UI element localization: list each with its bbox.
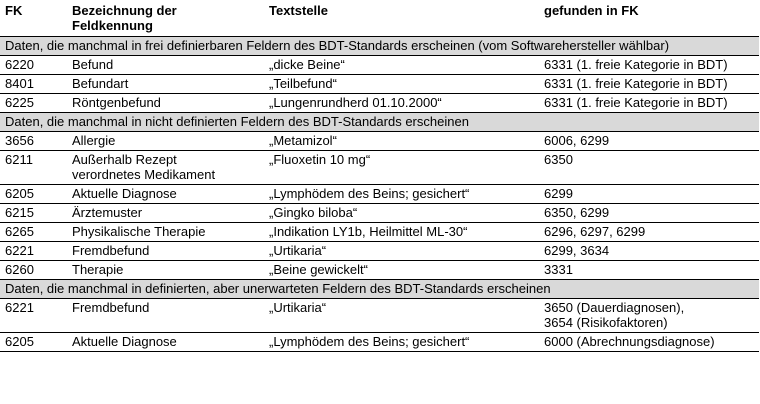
cell-fk: 6211 <box>0 151 67 185</box>
cell-textstelle: „Lungenrundherd 01.10.2000“ <box>264 94 539 113</box>
table-row <box>0 204 759 223</box>
cell-fk: 6205 <box>0 185 67 204</box>
table-row <box>0 299 759 333</box>
cell-bezeichnung: Aktuelle Diagnose <box>67 333 264 352</box>
header-fk: FK <box>0 0 67 37</box>
cell-gefunden: 6350, 6299 <box>539 204 759 223</box>
cell-gefunden: 6296, 6297, 6299 <box>539 223 759 242</box>
table-row <box>0 333 759 352</box>
cell-gefunden: 6350 <box>539 151 759 185</box>
cell-fk: 6221 <box>0 299 67 333</box>
header-row <box>0 0 759 37</box>
cell-fk: 6215 <box>0 204 67 223</box>
cell-bezeichnung: Röntgenbefund <box>67 94 264 113</box>
cell-gefunden: 6331 (1. freie Kategorie in BDT) <box>539 75 759 94</box>
section-title: Daten, die manchmal in definierten, aber unerwarteten Feldern des BDT-Standards erscheinen <box>0 280 759 299</box>
cell-bezeichnung: Physikalische Therapie <box>67 223 264 242</box>
cell-textstelle: „Gingko biloba“ <box>264 204 539 223</box>
table-row <box>0 56 759 75</box>
cell-gefunden: 6331 (1. freie Kategorie in BDT) <box>539 94 759 113</box>
cell-gefunden: 3331 <box>539 261 759 280</box>
table-row <box>0 223 759 242</box>
table-row <box>0 75 759 94</box>
cell-textstelle: „Urtikaria“ <box>264 242 539 261</box>
cell-textstelle: „dicke Beine“ <box>264 56 539 75</box>
header-textstelle: Textstelle <box>264 0 539 37</box>
cell-gefunden: 6299, 3634 <box>539 242 759 261</box>
cell-bezeichnung: Außerhalb Rezept verordnetes Medikament <box>67 151 264 185</box>
table-row <box>0 261 759 280</box>
section-title: Daten, die manchmal in frei definierbaren Feldern des BDT-Standards erscheinen (vom Softwarehersteller wählbar) <box>0 37 759 56</box>
cell-textstelle: „Indikation LY1b, Heilmittel ML-30“ <box>264 223 539 242</box>
cell-textstelle: „Lymphödem des Beins; gesichert“ <box>264 333 539 352</box>
cell-fk: 8401 <box>0 75 67 94</box>
header-bezeichnung: Bezeichnung der Feldkennung <box>67 0 264 37</box>
cell-gefunden: 6000 (Abrechnungsdiagnose) <box>539 333 759 352</box>
cell-gefunden: 6331 (1. freie Kategorie in BDT) <box>539 56 759 75</box>
section-header <box>0 280 759 299</box>
table-row <box>0 94 759 113</box>
cell-textstelle: „Fluoxetin 10 mg“ <box>264 151 539 185</box>
cell-bezeichnung: Therapie <box>67 261 264 280</box>
table-row <box>0 132 759 151</box>
cell-fk: 6265 <box>0 223 67 242</box>
table-row <box>0 242 759 261</box>
cell-bezeichnung: Befund <box>67 56 264 75</box>
cell-bezeichnung: Allergie <box>67 132 264 151</box>
cell-bezeichnung: Fremdbefund <box>67 299 264 333</box>
cell-fk: 6205 <box>0 333 67 352</box>
cell-bezeichnung: Fremdbefund <box>67 242 264 261</box>
cell-gefunden: 3650 (Dauerdiagnosen), 3654 (Risikofaktoren) <box>539 299 759 333</box>
cell-fk: 6221 <box>0 242 67 261</box>
table-row <box>0 185 759 204</box>
cell-gefunden: 6299 <box>539 185 759 204</box>
cell-textstelle: „Teilbefund“ <box>264 75 539 94</box>
cell-fk: 3656 <box>0 132 67 151</box>
cell-textstelle: „Lymphödem des Beins; gesichert“ <box>264 185 539 204</box>
cell-textstelle: „Urtikaria“ <box>264 299 539 333</box>
header-gefunden: gefunden in FK <box>539 0 759 37</box>
cell-bezeichnung: Aktuelle Diagnose <box>67 185 264 204</box>
cell-textstelle: „Metamizol“ <box>264 132 539 151</box>
section-title: Daten, die manchmal in nicht definierten Feldern des BDT-Standards erscheinen <box>0 113 759 132</box>
section-header <box>0 37 759 56</box>
cell-bezeichnung: Ärztemuster <box>67 204 264 223</box>
cell-fk: 6260 <box>0 261 67 280</box>
cell-fk: 6225 <box>0 94 67 113</box>
cell-bezeichnung: Befundart <box>67 75 264 94</box>
table-row <box>0 151 759 185</box>
cell-fk: 6220 <box>0 56 67 75</box>
cell-textstelle: „Beine gewickelt“ <box>264 261 539 280</box>
section-header <box>0 113 759 132</box>
cell-gefunden: 6006, 6299 <box>539 132 759 151</box>
